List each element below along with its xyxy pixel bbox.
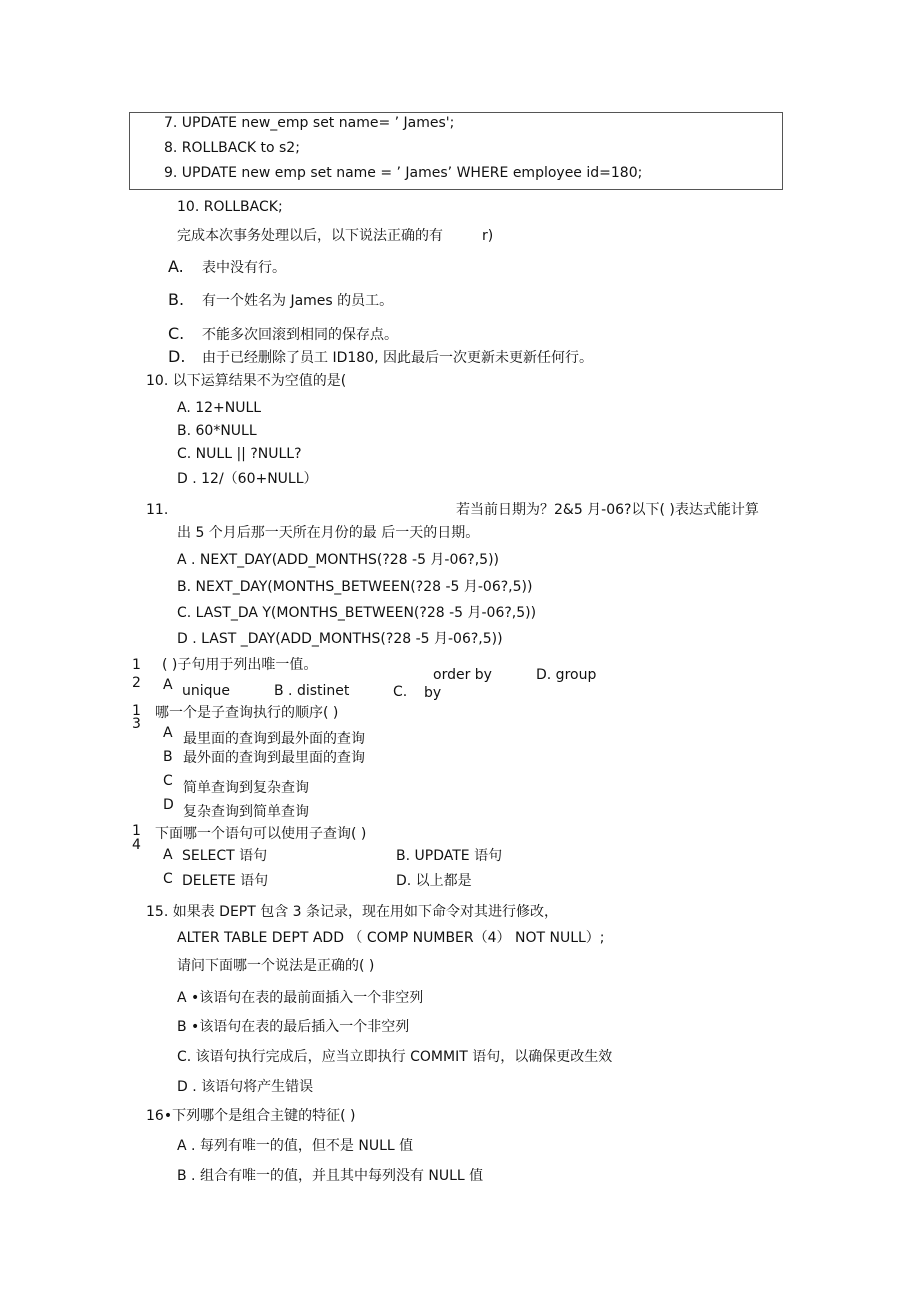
option-text: 表中没有行。: [202, 260, 286, 276]
option-text: C. NULL || ?NULL?: [177, 446, 302, 462]
option-text: B . distinet: [274, 683, 350, 699]
option-letter: C.: [168, 324, 185, 343]
question-stem: 若当前日期为？2&5 月-06?以下( )表达式能计算: [456, 502, 759, 518]
option-letter: A: [163, 677, 173, 693]
option-text: A . 每列有唯一的值，但不是 NULL 值: [177, 1138, 414, 1154]
question-number: 4: [132, 837, 141, 853]
option-text: C. 该语句执行完成后，应当立即执行 COMMIT 语句，以确保更改生效: [177, 1049, 613, 1065]
option-letter: D.: [168, 347, 186, 366]
option-text: order by: [433, 667, 492, 683]
option-letter: C: [163, 871, 173, 887]
question-stem-tail: r): [482, 228, 494, 244]
option-text: SELECT 语句: [182, 848, 268, 864]
question-stem: 10. 以下运算结果不为空值的是(: [146, 373, 347, 389]
option-letter: A: [163, 847, 173, 863]
option-letter: B.: [168, 290, 185, 309]
option-text: C. LAST_DA Y(MONTHS_BETWEEN(?28 -5 月-06?,5)): [177, 605, 537, 621]
option-text: B. NEXT_DAY(MONTHS_BETWEEN(?28 -5 月-06?,5)): [177, 579, 533, 595]
question-stem: 完成本次事务处理以后，以下说法正确的有: [177, 228, 443, 244]
code-line: 9. UPDATE new emp set name = ’ James’ WHERE employee id=180;: [164, 165, 643, 181]
question-number: 3: [132, 716, 141, 732]
question-number: 1: [132, 657, 141, 673]
option-text: 简单查询到复杂查询: [183, 780, 309, 796]
question-stem: 哪一个是子查询执行的顺序( ): [155, 705, 339, 721]
option-letter: C: [163, 773, 173, 789]
option-text: 有一个姓名为 James 的员工。: [202, 293, 394, 309]
option-letter: D: [163, 797, 174, 813]
option-letter: B: [163, 749, 173, 765]
option-letter: A: [163, 725, 173, 741]
code-line: 7. UPDATE new_emp set name= ’ James';: [164, 115, 455, 131]
code-line: 8. ROLLBACK to s2;: [164, 140, 300, 156]
option-text: 不能多次回滚到相同的保存点。: [202, 327, 398, 343]
question-number: 11.: [146, 502, 169, 518]
option-text: 由于已经删除了员工 ID180, 因此最后一次更新未更新任何行。: [202, 350, 593, 366]
option-text: B •该语句在表的最后插入一个非空列: [177, 1019, 410, 1035]
option-text: unique: [182, 683, 231, 699]
option-text: A •该语句在表的最前面插入一个非空列: [177, 990, 424, 1006]
option-text: D. group: [536, 667, 597, 683]
code-line: 10. ROLLBACK;: [177, 199, 283, 215]
option-text: 最外面的查询到最里面的查询: [183, 750, 365, 766]
option-text: D. 以上都是: [396, 873, 472, 889]
option-text: by: [424, 685, 442, 701]
option-text: 复杂查询到简单查询: [183, 804, 309, 820]
option-text: B. 60*NULL: [177, 423, 257, 439]
option-text: B . 组合有唯一的值，并且其中每列没有 NULL 值: [177, 1168, 484, 1184]
option-text: D . 12/（60+NULL）: [177, 471, 318, 487]
question-stem: 15. 如果表 DEPT 包含 3 条记录，现在用如下命令对其进行修改，: [146, 904, 559, 920]
question-stem: ( )子句用于列出唯一值。: [162, 657, 318, 673]
option-letter: A.: [168, 257, 184, 276]
option-text: D . 该语句将产生错误: [177, 1079, 314, 1095]
question-stem: 下面哪一个语句可以使用子查询( ): [155, 826, 367, 842]
option-text: DELETE 语句: [182, 873, 269, 889]
question-number: 1: [132, 703, 141, 719]
question-stem: 请问下面哪一个说法是正确的( ): [177, 958, 375, 974]
option-text: A. 12+NULL: [177, 400, 262, 416]
option-text: 最里面的查询到最外面的查询: [183, 731, 365, 747]
question-stem: 16•下列哪个是组合主键的特征( ): [146, 1108, 356, 1124]
code-line: ALTER TABLE DEPT ADD （ COMP NUMBER（4） NOT NULL）;: [177, 930, 605, 946]
option-text: A . NEXT_DAY(ADD_MONTHS(?28 -5 月-06?,5)): [177, 552, 499, 568]
option-text: D . LAST _DAY(ADD_MONTHS(?28 -5 月-06?,5)): [177, 631, 503, 647]
question-number: 2: [132, 675, 141, 691]
option-letter: C.: [393, 684, 408, 700]
question-number: 1: [132, 823, 141, 839]
option-text: B. UPDATE 语句: [396, 848, 503, 864]
question-stem: 出 5 个月后那一天所在月份的最 后一天的日期。: [177, 525, 480, 541]
